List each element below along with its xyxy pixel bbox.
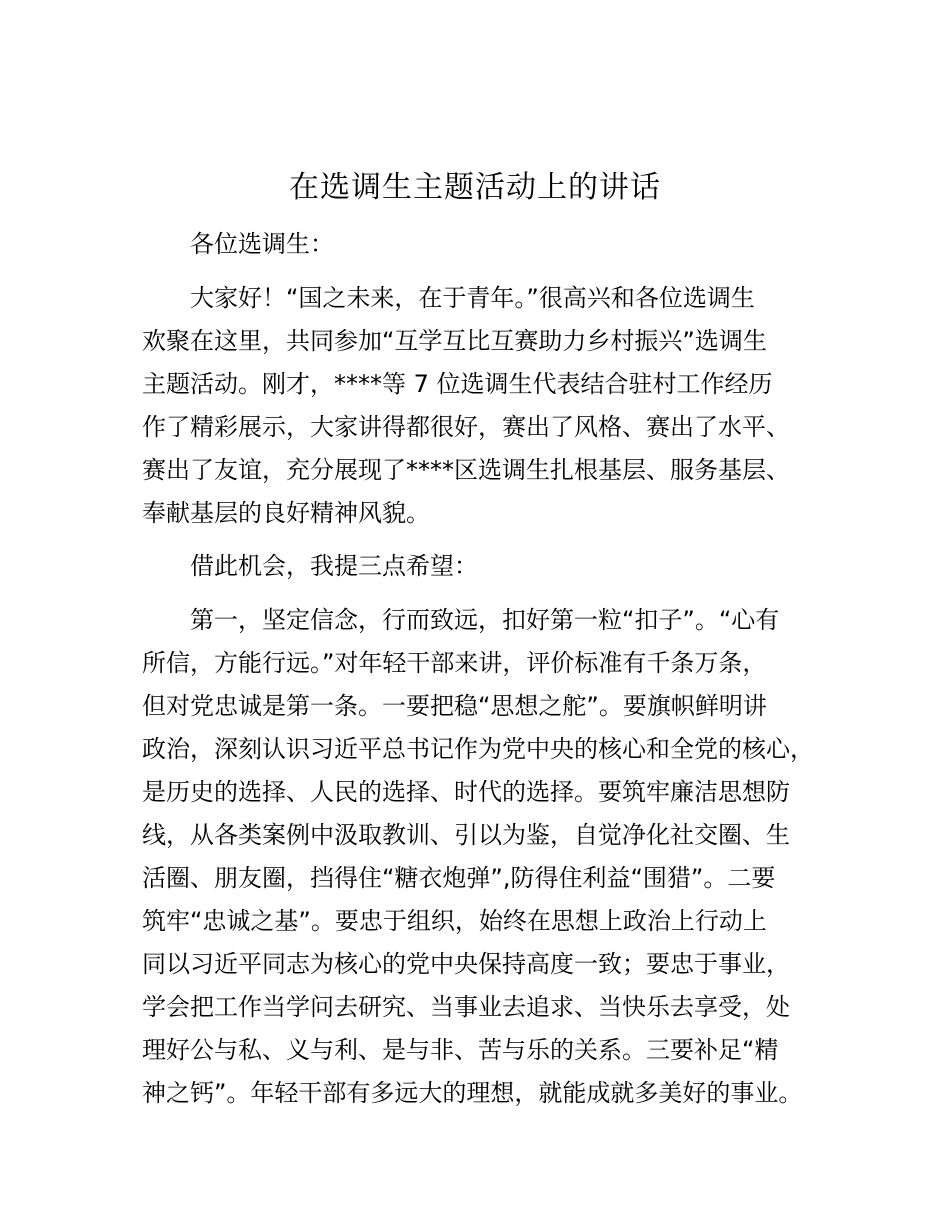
salutation: 各位选调生： bbox=[190, 230, 334, 258]
paragraph-1-line-3: 主题活动。刚才，****等 7 位选调生代表结合驻村工作经历 bbox=[142, 370, 773, 398]
paragraph-3-line-10: 学会把工作当学问去研究、当事业去追求、当快乐去享受，处 bbox=[142, 993, 790, 1021]
paragraph-3-line-2: 所信，方能行远。”对年轻干部来讲，评价标准有千条万条， bbox=[142, 649, 767, 677]
paragraph-3-line-8: 筑牢“忠诚之基”。要忠于组织，始终在思想上政治上行动上 bbox=[142, 907, 767, 935]
paragraph-3-line-11: 理好公与私、义与利、是与非、苦与乐的关系。三要补足“精 bbox=[142, 1036, 779, 1064]
paragraph-1-line-5: 赛出了友谊，充分展现了****区选调生扎根基层、服务基层、 bbox=[142, 456, 790, 484]
paragraph-1-line-2: 欢聚在这里，共同参加“互学互比互赛助力乡村振兴”选调生 bbox=[142, 327, 767, 355]
paragraph-3-line-1: 第一，坚定信念，行而致远，扣好第一粒“扣子”。“心有 bbox=[190, 606, 780, 634]
document-title: 在选调生主题活动上的讲话 bbox=[289, 170, 661, 205]
paragraph-3-line-4: 政治，深刻认识习近平总书记作为党中央的核心和全党的核心， bbox=[142, 735, 814, 763]
paragraph-3-line-9: 同以习近平同志为核心的党中央保持高度一致；要忠于事业， bbox=[142, 950, 790, 978]
paragraph-3-line-5: 是历史的选择、人民的选择、时代的选择。要筑牢廉洁思想防 bbox=[142, 778, 790, 806]
paragraph-2-line-1: 借此机会，我提三点希望： bbox=[190, 552, 478, 580]
paragraph-1-line-4: 作了精彩展示，大家讲得都很好，赛出了风格、赛出了水平、 bbox=[142, 413, 790, 441]
paragraph-3-line-3: 但对党忠诚是第一条。一要把稳“思想之舵”。要旗帜鲜明讲 bbox=[142, 692, 767, 720]
paragraph-1-line-6: 奉献基层的良好精神风貌。 bbox=[142, 499, 430, 527]
paragraph-1-line-1: 大家好！“国之未来，在于青年。”很高兴和各位选调生 bbox=[190, 284, 755, 312]
paragraph-3-line-12: 神之钙”。年轻干部有多远大的理想，就能成就多美好的事业。 bbox=[142, 1079, 803, 1107]
paragraph-3-line-7: 活圈、朋友圈，挡得住“糖衣炮弹”,防得住利益“围猎”。二要 bbox=[142, 864, 776, 892]
paragraph-3-line-6: 线，从各类案例中汲取教训、引以为鉴，自觉净化社交圈、生 bbox=[142, 821, 790, 849]
